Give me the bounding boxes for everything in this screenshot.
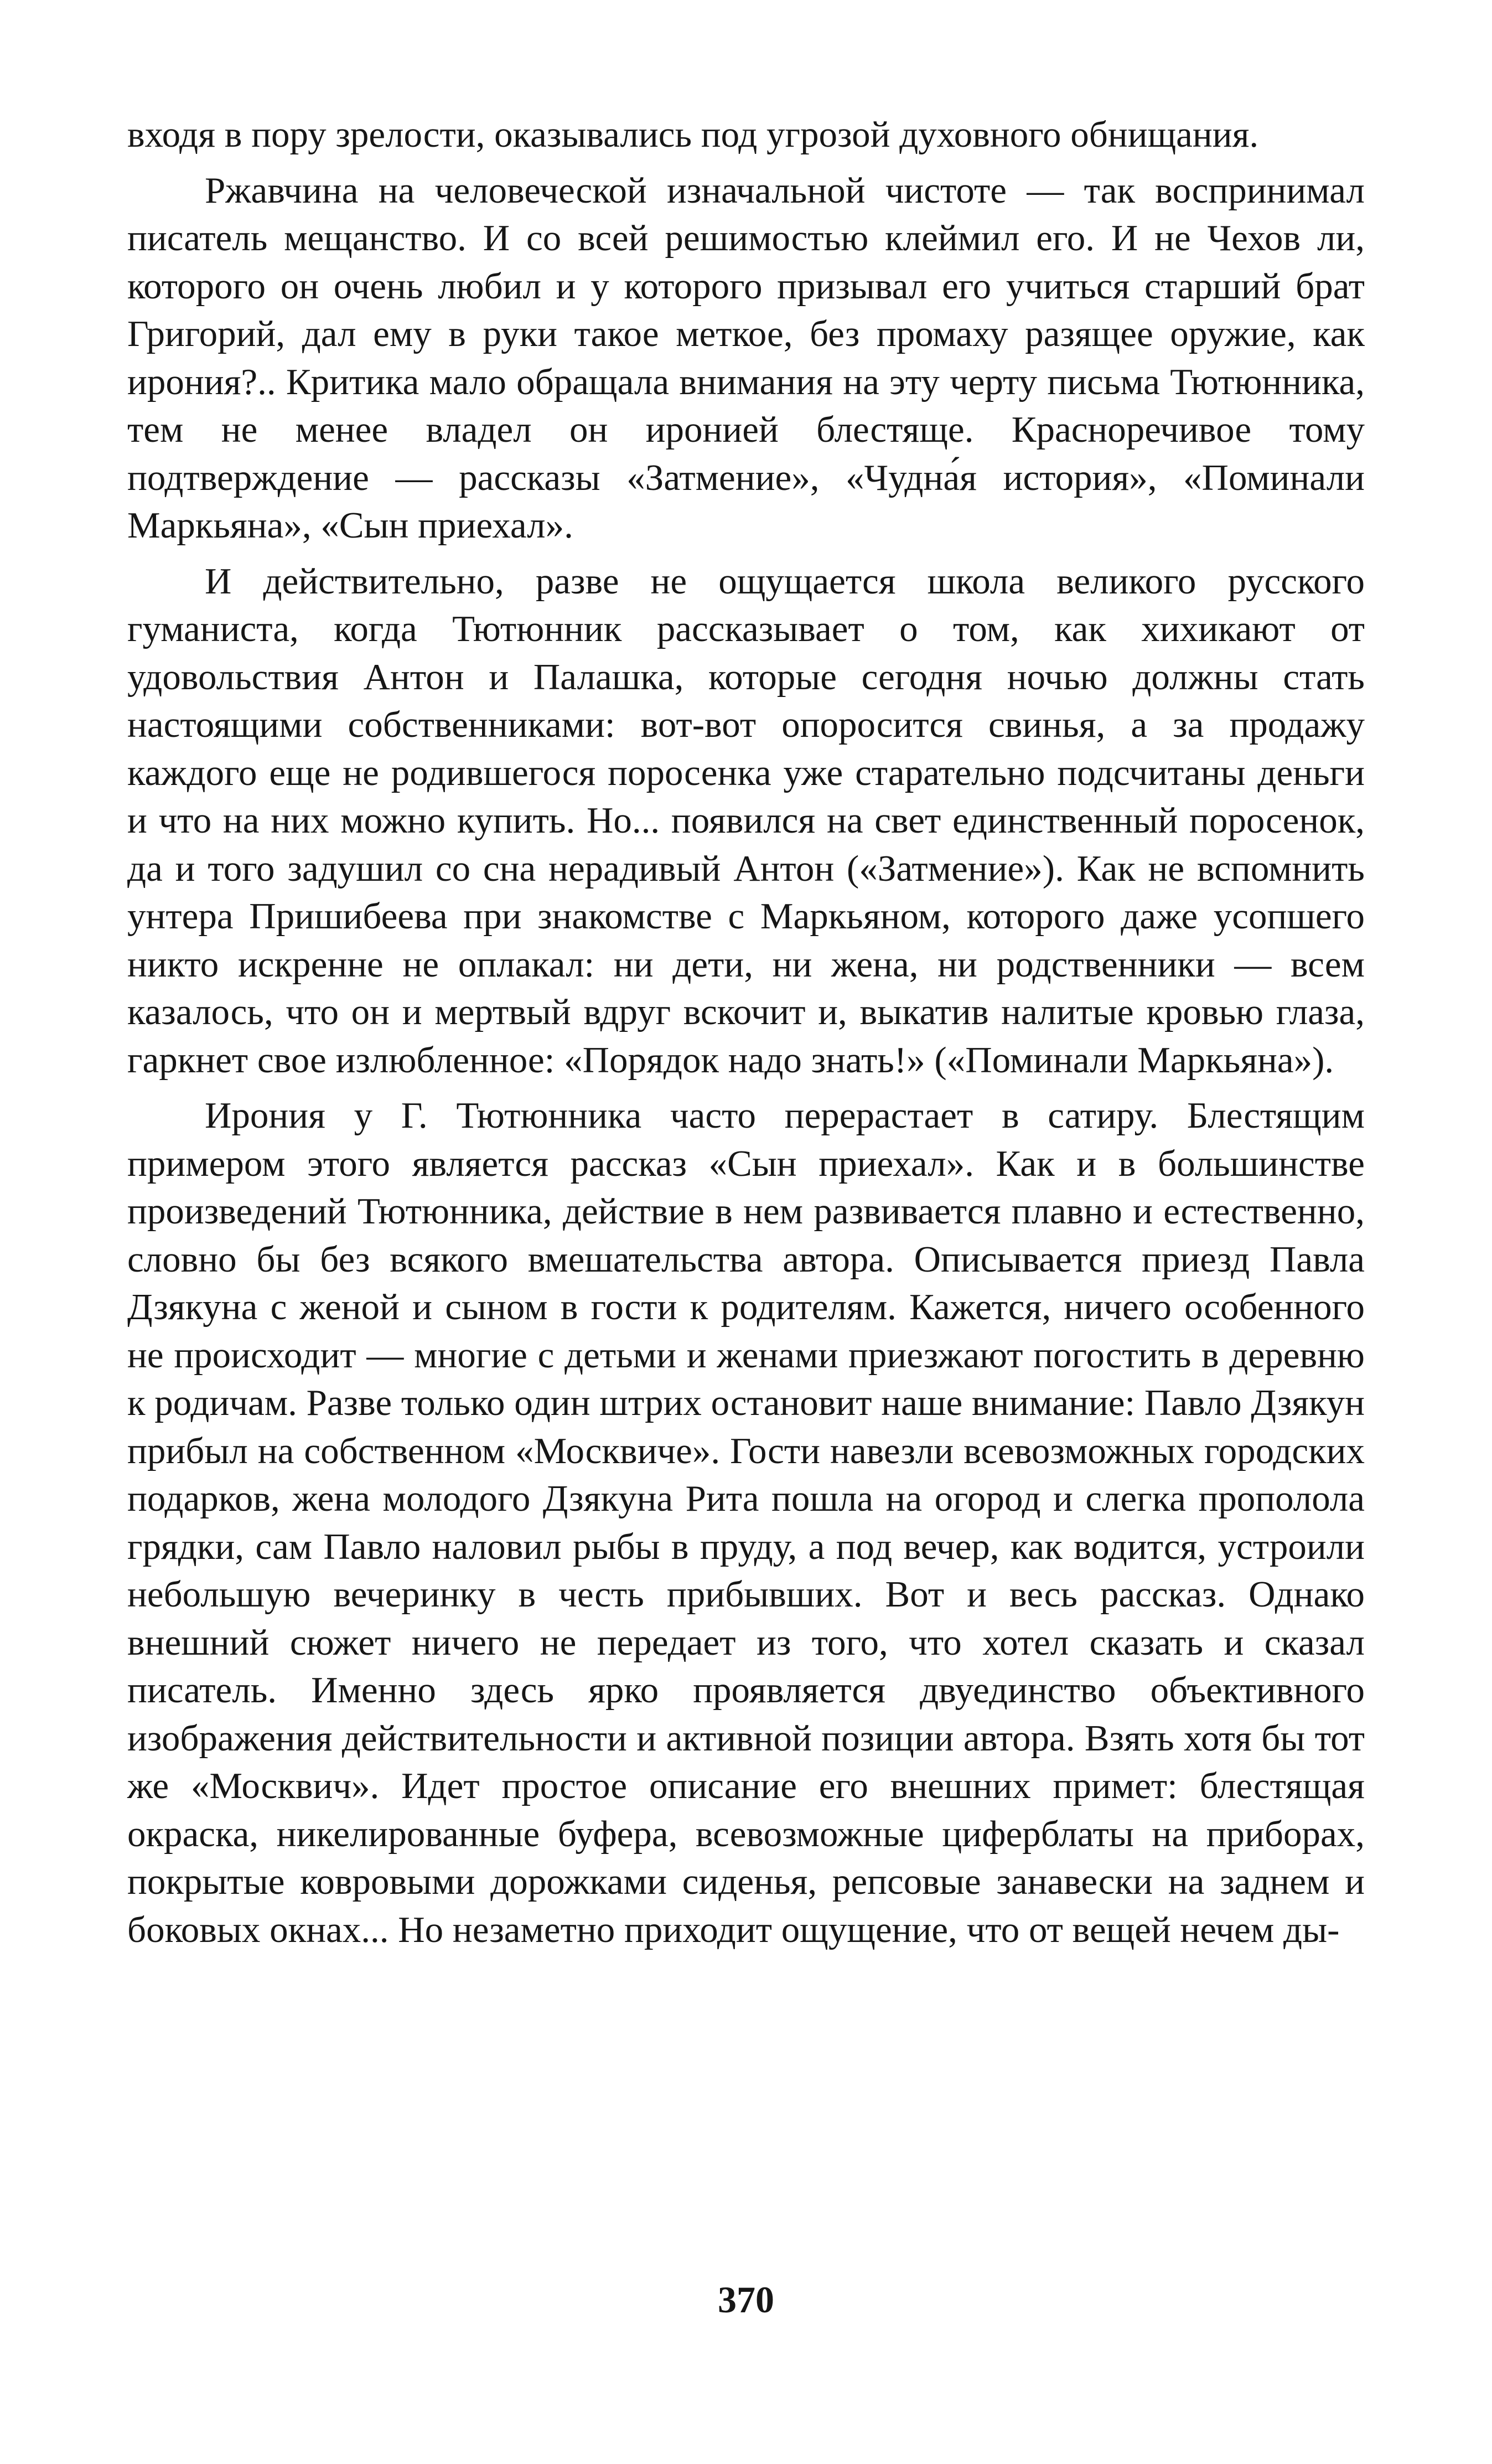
paragraph-1: входя в пору зрелости, оказывались под угрозой духовного обнищания. <box>127 114 1259 155</box>
paragraph-2: Ржавчина на человеческой изначальной чистоте — так воспринимал писатель мещанство. И со всей решимостью клеймил его. И не Чехов ли, которого он очень любил и у которого призывал его учиться старший брат Григорий, дал ему в руки такое меткое, без промаху разящее оружие, как ирония?.. Критика мало обращала внимания на эту черту письма Тютюнника, тем не менее владел он иронией блестяще. Красноречивое тому подтверждение — рассказы «Затмение», «Чудна́я история», «Поминали Маркьяна», «Сын приехал». <box>127 169 1365 546</box>
page-text-body <box>127 111 1365 1954</box>
paragraph-3: И действительно, разве не ощущается школа великого русского гуманиста, когда Тютюнник рассказывает о том, как хихикают от удовольствия Антон и Палашка, которые сегодня ночью должны стать настоящими собственниками: вот-вот опоросится свинья, а за продажу каждого еще не родившегося поросенка уже старательно подсчитаны деньги и что на них можно купить. Но... появился на свет единственный поросенок, да и того задушил со сна нерадивый Антон («Затмение»). Как не вспомнить унтера Пришибеева при знакомстве с Маркьяном, которого даже усопшего никто искренне не оплакал: ни дети, ни жена, ни родственники — всем казалось, что он и мертвый вдруг вскочит и, выкатив налитые кровью глаза, гаркнет свое излюбленное: «Порядок надо знать!» («Поминали Маркьяна»). <box>127 560 1365 1081</box>
page-number: 370 <box>718 2279 774 2321</box>
paragraph-4: Ирония у Г. Тютюнника часто перерастает в сатиру. Блестящим примером этого является рассказ «Сын приехал». Как и в большинстве произведений Тютюнника, действие в нем развивается плавно и естественно, словно бы без всякого вмешательства автора. Описывается приезд Павла Дзякуна с женой и сыном в гости к родителям. Кажется, ничего особенного не происходит — многие с детьми и женами приезжают погостить в деревню к родичам. Разве только один штрих остановит наше внимание: Павло Дзякун прибыл на собственном «Москвиче». Гости навезли всевозможных городских подарков, жена молодого Дзякуна Рита пошла на огород и слегка прополола грядки, сам Павло наловил рыбы в пруду, а под вечер, как водится, устроили небольшую вечеринку в честь прибывших. Вот и весь рассказ. Однако внешний сюжет ничего не передает из того, что хотел сказать и сказал писатель. Именно здесь ярко проявляется двуединство объективного изображения действительности и активной позиции автора. Взять хотя бы тот же «Москвич». Идет простое описание его внешних примет: блестящая окраска, никелированные буфера, всевозможные циферблаты на приборах, покрытые ковровыми дорожками сиденья, репсовые занавески на заднем и боковых окнах... Но незаметно приходит ощущение, что от вещей нечем ды- <box>127 1095 1365 1950</box>
